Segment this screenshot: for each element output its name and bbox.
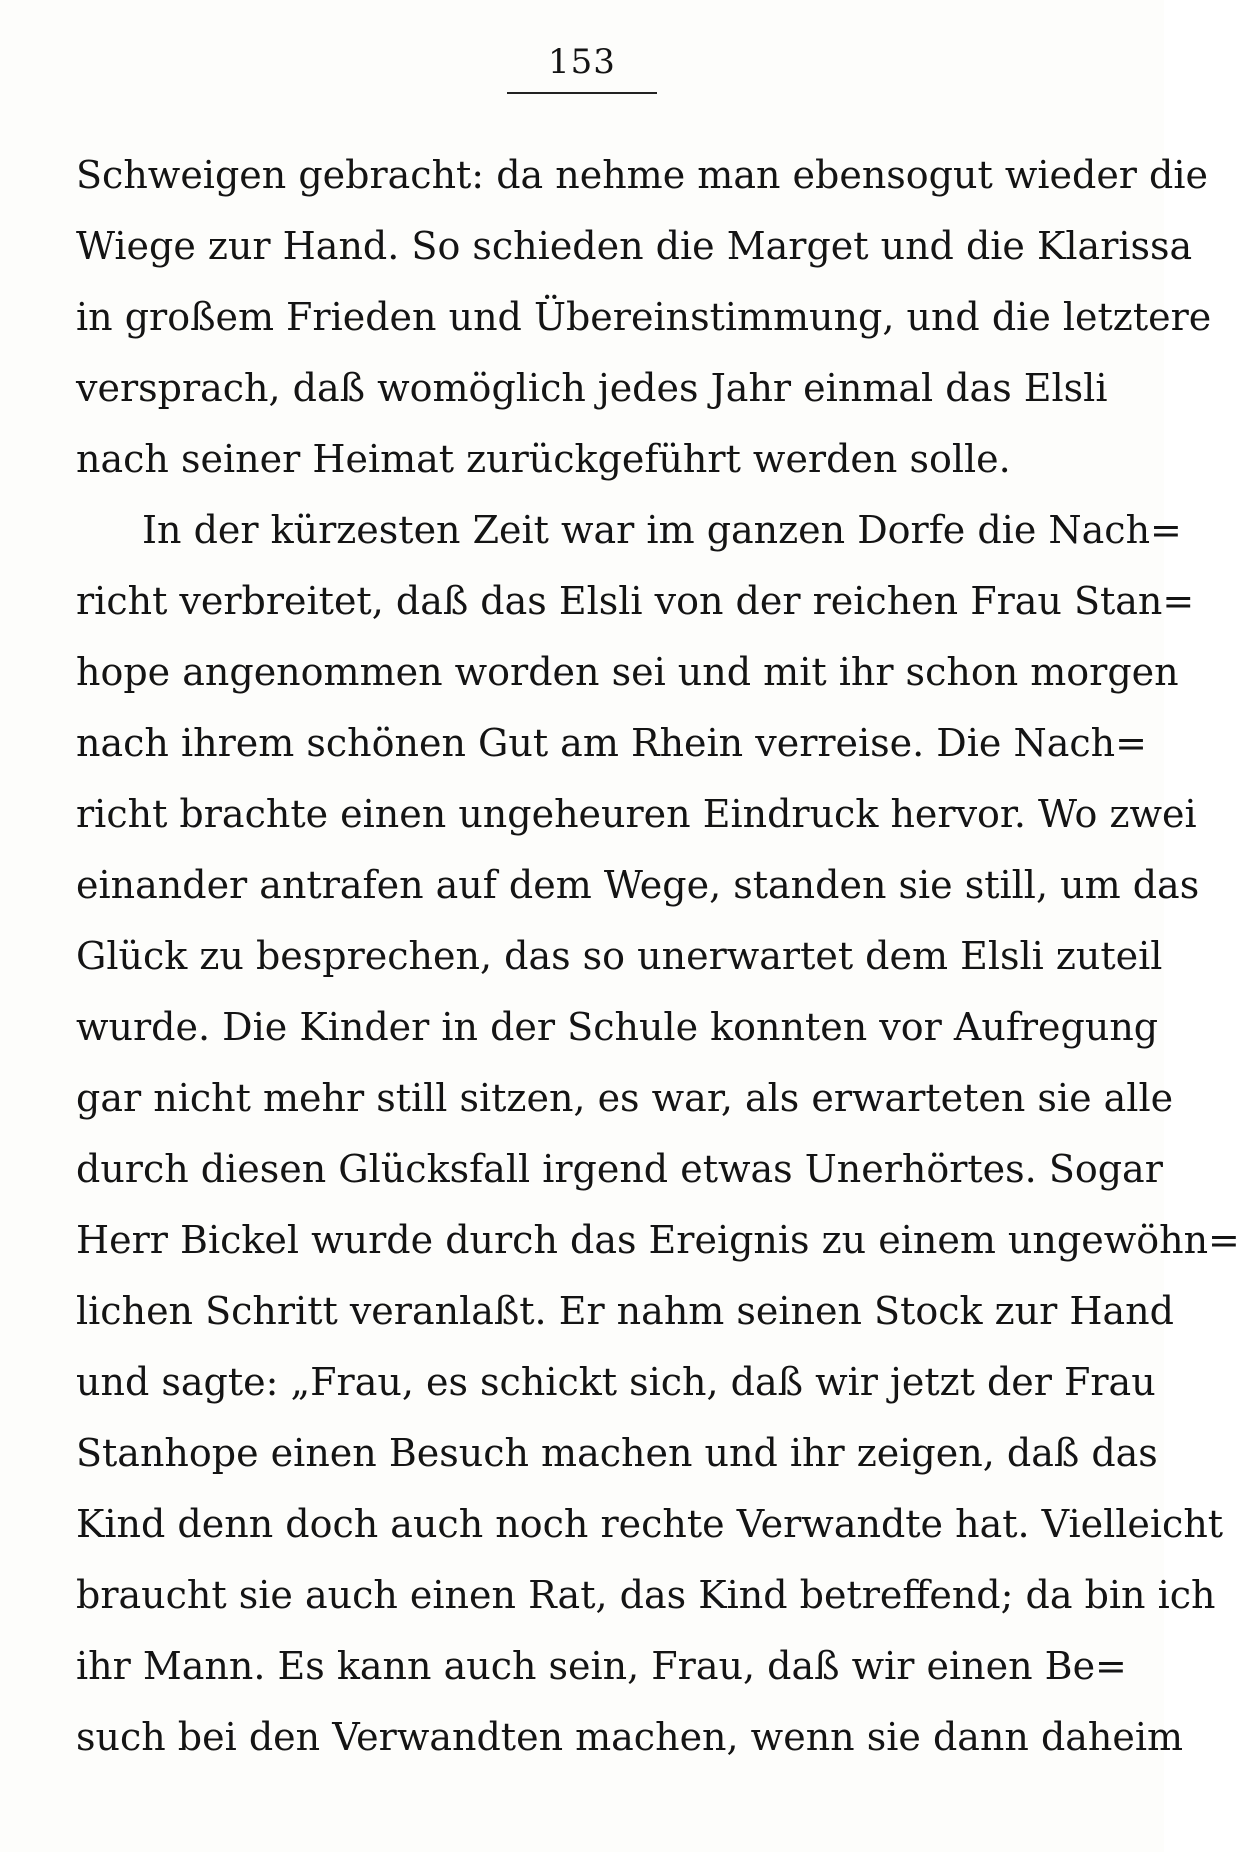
text-line: Glück zu besprechen, das so unerwartet dem Elsli zuteil bbox=[76, 934, 1163, 978]
text-line: Herr Bickel wurde durch das Ereignis zu einem ungewöhn= bbox=[76, 1218, 1240, 1262]
text-line: nach ihrem schönen Gut am Rhein verreise. Die Nach= bbox=[76, 721, 1147, 765]
text-line: Stanhope einen Besuch machen und ihr zeigen, daß das bbox=[76, 1431, 1158, 1475]
text-line: und sagte: „Frau, es schickt sich, daß wir jetzt der Frau bbox=[76, 1360, 1156, 1404]
text-line: nach seiner Heimat zurückgeführt werden solle. bbox=[76, 437, 1011, 481]
text-line: gar nicht mehr still sitzen, es war, als erwarteten sie alle bbox=[76, 1076, 1174, 1120]
body-text bbox=[76, 140, 1240, 1773]
text-line: lichen Schritt veranlaßt. Er nahm seinen Stock zur Hand bbox=[76, 1289, 1174, 1333]
text-line: versprach, daß womöglich jedes Jahr einmal das Elsli bbox=[76, 366, 1108, 410]
text-line: einander antrafen auf dem Wege, standen sie still, um das bbox=[76, 863, 1200, 907]
text-line: richt brachte einen ungeheuren Eindruck hervor. Wo zwei bbox=[76, 792, 1197, 836]
page-number-rule bbox=[507, 92, 657, 94]
text-line: In der kürzesten Zeit war im ganzen Dorfe die Nach= bbox=[142, 508, 1182, 552]
text-line: Wiege zur Hand. So schieden die Marget und die Klarissa bbox=[76, 224, 1193, 268]
text-line: durch diesen Glücksfall irgend etwas Unerhörtes. Sogar bbox=[76, 1147, 1163, 1191]
text-line: richt verbreitet, daß das Elsli von der reichen Frau Stan= bbox=[76, 579, 1195, 623]
text-line: Schweigen gebracht: da nehme man ebensogut wieder die bbox=[76, 153, 1209, 197]
text-line: such bei den Verwandten machen, wenn sie dann daheim bbox=[76, 1715, 1184, 1759]
text-line: Kind denn doch auch noch rechte Verwandte hat. Vielleicht bbox=[76, 1502, 1224, 1546]
text-line: wurde. Die Kinder in der Schule konnten vor Aufregung bbox=[76, 1005, 1159, 1049]
text-line: hope angenommen worden sei und mit ihr schon morgen bbox=[76, 650, 1179, 694]
text-line: braucht sie auch einen Rat, das Kind betreffend; da bin ich bbox=[76, 1573, 1216, 1617]
page-number: 153 bbox=[548, 42, 616, 82]
text-line: ihr Mann. Es kann auch sein, Frau, daß wir einen Be= bbox=[76, 1644, 1127, 1688]
text-line: in großem Frieden und Übereinstimmung, und die letztere bbox=[76, 295, 1212, 339]
